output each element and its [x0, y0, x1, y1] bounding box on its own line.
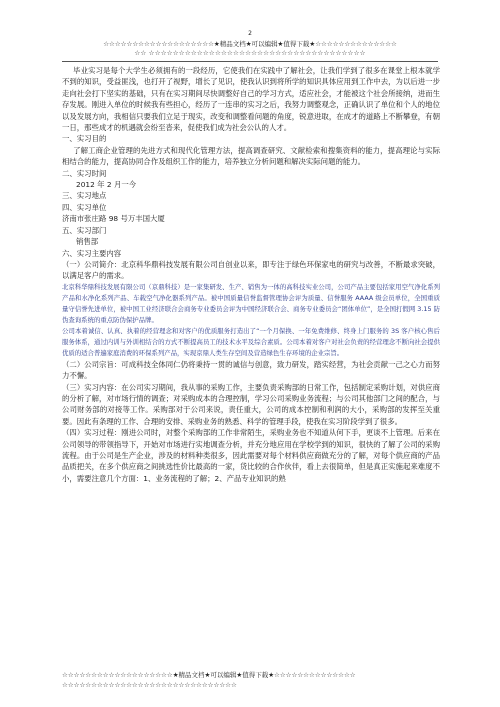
page-number: 2	[248, 30, 252, 37]
document-body	[62, 65, 440, 484]
purpose-paragraph: 了解工商企业管理的先进方式和现代化管理方法，提高调查研究、文献检索和搜集资料的能力，提高理论与实际相结合的能力，提高协同合作及组织工作的能力，培养独立分析问题和解决实际问题的能力。	[62, 145, 440, 167]
internship-process-paragraph: （四）实习过程：刚进公司时，对整个采购部的工作非常陌生，采购业务也不知道从何下手，更谈不上管理。后来在公司领导的带领指导下，开始对市场进行实地调查分析，并充分地应用在学校学到的知识，很快的了解了公司的采购流程。由于公司是生产企业，涉及的材料种类很多，因此需要对每个材料供应商做充分的了解，对每个供应商的产品品质把关，在多个供应商之间挑选性价比最高的一家，货比较的合作伙伴，看上去很简单，但是真正实施起来难度不小，需要注意几个方面：1、业务流程的了解；2、产品专业知识的熟	[62, 428, 440, 483]
section-heading-content: 六、实习主要内容	[62, 248, 122, 258]
company-service-highlight: 公司本着诚信、认真、执着的经营理念和对客户的优质服务打造出了“一个月保换、一年免费维修、终身上门服务的 3S 客户核心售后服务体系，通过内训与外训相结合的方式不断提高员工的技术水平及综合素质。公司本着对客户对社会负责的经营理念不断向社会提供优质的适合普遍家庭消费的环保系列产品，实现京鼎人类生存空间及营造绿色生存环境的企业宗旨。	[62, 326, 440, 357]
footer-banner-line-2: ☆☆☆☆☆☆☆☆☆☆☆☆☆☆☆☆☆☆☆☆☆☆☆☆☆☆☆☆☆☆	[62, 681, 237, 689]
intro-paragraph: 毕业实习是每个大学生必须拥有的一段经历，它使我们在实践中了解社会，让我们学到了很多在课堂上根本就学不到的知识，受益匪浅，也打开了视野，增长了见识，使我认识到将所学的知识具体应用到工作中去，为以后进一步走向社会打下坚实的基础，只有在实习期间尽快调整好自己的学习方式，适应社会，才能被这个社会所接纳，进而生存发展。刚进入单位的时候我有些担心，经历了一连串的实习之后，我努力调整观念，正确认识了单位和个人的地位以及发展方向，我相信只要我们立足于现实，改变和调整看问题的角度，锐意进取，在成才的道路上不断攀登，有朝一日，那些成才的机遇就会纷至沓来，促使我们成为社会公认的人才。	[62, 66, 440, 133]
header-rule	[62, 61, 438, 62]
section-heading-time: 二、实习时间	[62, 168, 107, 178]
department-text: 销售部	[76, 237, 99, 247]
section-heading-department: 五、实习部门	[62, 225, 107, 235]
internship-content-paragraph: （三）实习内容：在公司实习期间，我从事的采购工作，主要负责采购部的日常工作，包括制定采购计划，对供应商的分析了解，对市场行情的调查；对采购成本的合理控制，学习公司采购业务流程；与公司其他部门之间的配合，与公司财务部的对接等工作。采购部对于公司来说，责任重大，公司的成本控制和利润的大小，采购部的发挥至关重要。因此有条理的工作、合理的安排、采购业务的熟悉、科学的管理手段，使我在实习阶段学到了很多。	[62, 382, 440, 426]
header-banner-line-2: ☆☆ ☆☆☆☆☆☆☆☆☆☆☆☆☆☆☆☆☆☆☆☆☆☆☆☆☆☆☆☆☆☆☆☆☆☆☆☆	[134, 49, 366, 57]
section-heading-location: 三、实习地点	[62, 191, 107, 201]
footer-banner-line-1: ☆☆☆☆☆☆☆☆☆☆☆☆☆☆☆☆☆☆☆★精品文档★可以编辑★值得下载★☆☆☆☆☆☆☆☆☆☆☆☆☆☆	[62, 671, 356, 679]
company-profile-highlight: 北京科华鼎科技发展有限公司（京鼎科技）是一家集研发、生产、销售为一体的高科技实业公司，公司产品主要包括家用空气净化系列产品和水净化系列产品、车载空气净化器系列产品。被中国质量信誉监督管理协会评为质量、信誉服务 AAAA 级会员单位，全国重质量守信誉先进单位，被中国工业经济联合会商务专业委员会评为中国经济联合会、商务专业委员会“团体单位”，是全国打假网 3.15 防伪查询系统的重点防伪保护品牌。	[62, 282, 440, 324]
section-heading-unit: 四、实习单位	[62, 202, 107, 212]
unit-address: 济南市张庄路 98 号万丰国大厦	[62, 214, 165, 224]
company-intro-paragraph: （一）公司简介：北京科华鼎科技发展有限公司自创业以来，即专注于绿色环保家电的研究与改善，不断最求突破，以满足客户的需求。	[62, 259, 440, 281]
time-text: 2012 年 2 月一今	[76, 180, 137, 190]
header-banner-line-1: ☆☆☆☆☆☆☆☆☆☆☆☆☆☆☆☆☆☆☆★精品文档★可以编辑★值得下载★☆☆☆☆☆☆☆☆☆☆☆☆☆☆	[103, 40, 397, 48]
section-heading-purpose: 一、实习目的	[62, 134, 107, 144]
company-tenet-paragraph: （二）公司宗旨：可成科技全体同仁仍将秉持一贯的诚信与创意，致力研发，踏实经营，为社会贡献一己之心力而努力不懈。	[62, 359, 440, 381]
